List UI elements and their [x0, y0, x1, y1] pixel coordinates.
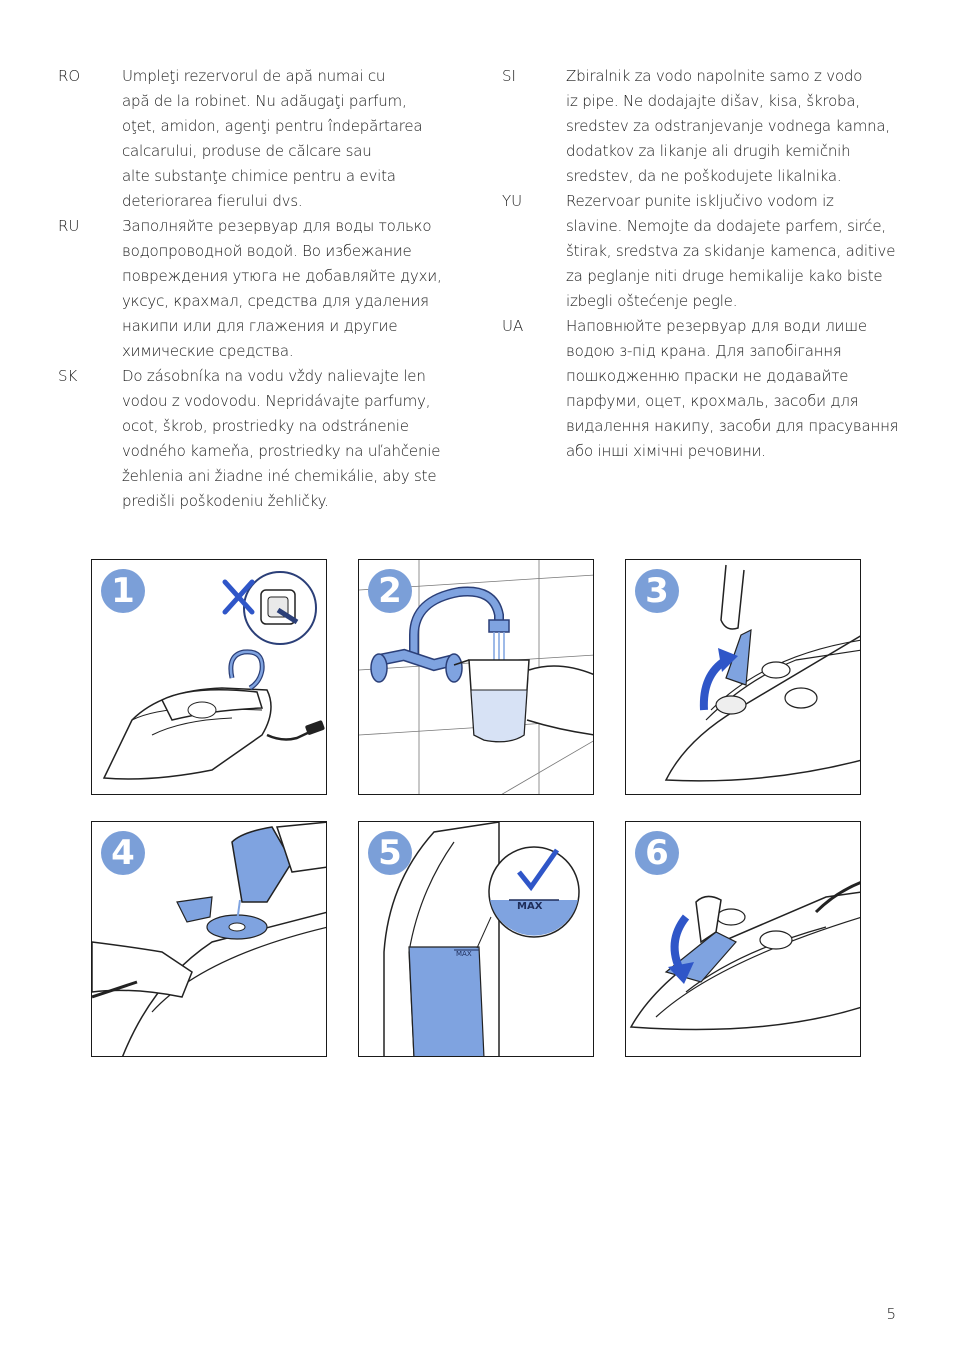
language-text: Наповнюйте резервуар для води лише водою з-під крана. Для запобігання пошкодженню праски не додавайте парфуми, оцет, крохмаль, засоби для видалення накипу, засоби для прасування або інші хімічні речовини. [566, 317, 899, 460]
step-3-open-lid-illustration [625, 559, 861, 795]
language-code: YU [502, 192, 523, 210]
text-column-right [502, 64, 912, 464]
language-entry-sk [58, 364, 458, 514]
language-entry-ua [502, 314, 912, 464]
language-text: Заполняйте резервуар для воды только водопроводной водой. Во избежание повреждения утюга не добавляйте духи, уксус, крахмал, средства для удаления накипи или для глажения и другие химические средства. [122, 217, 442, 360]
language-entry-ru [58, 214, 458, 364]
language-code: UA [502, 317, 524, 335]
language-text: Zbiralnik za vodo napolnite samo z vodo iz pipe. Ne dodajajte dišav, kisa, škroba, sredstev za odstranjevanje vodnega kamna, dodatkov za likanje ali drugih kemičnih sredstev, da ne poškodujete likalnika. [566, 67, 890, 185]
text-column-left [58, 64, 458, 514]
language-text: Rezervoar punite isključivo vodom iz slavine. Nemojte da dodajete parfem, sirće, štirak, sredstva za skidanje kamenca, aditive za peglanje niti druge hemikalije kako biste izbegli oštećenje pegle. [566, 192, 896, 310]
language-code: SI [502, 67, 516, 85]
step-number-badge: 6 [635, 831, 679, 875]
language-code: SK [58, 367, 78, 385]
language-code: RU [58, 217, 80, 235]
step-2-fill-jug-illustration [358, 559, 594, 795]
step-5-max-level-illustration [358, 821, 594, 1057]
step-number-badge: 5 [368, 831, 412, 875]
language-entry-yu [502, 189, 912, 314]
step-number-badge: 3 [635, 569, 679, 613]
max-level-label: MAX [517, 901, 543, 912]
step-1-unplug-illustration [91, 559, 327, 795]
language-text: Do zásobníka na vodu vždy nalievajte len vodou z vodovodu. Nepridávajte parfumy, ocot, škrob, prostriedky na odstránenie vodného kameňa, prostriedky na uľahčenie žehlenia ani žiadne iné chemikálie, aby ste predišli poškodeniu žehličky. [122, 367, 441, 510]
step-number-badge: 4 [101, 831, 145, 875]
language-entry-ro [58, 64, 458, 214]
max-level-mark: MAX [456, 950, 472, 958]
step-4-pour-water-illustration [91, 821, 327, 1057]
step-6-close-lid-illustration [625, 821, 861, 1057]
language-text: Umpleţi rezervorul de apă numai cu apă de la robinet. Nu adăugaţi parfum, oţet, amidon, agenţi pentru îndepărtarea calcarului, produse de călcare sau alte substanţe chimice pentru a evita deteriorarea fierului dvs. [122, 67, 423, 210]
page-number: 5 [886, 1305, 896, 1323]
language-entry-si [502, 64, 912, 189]
language-code: RO [58, 67, 81, 85]
step-number-badge: 1 [101, 569, 145, 613]
step-number-badge: 2 [368, 569, 412, 613]
